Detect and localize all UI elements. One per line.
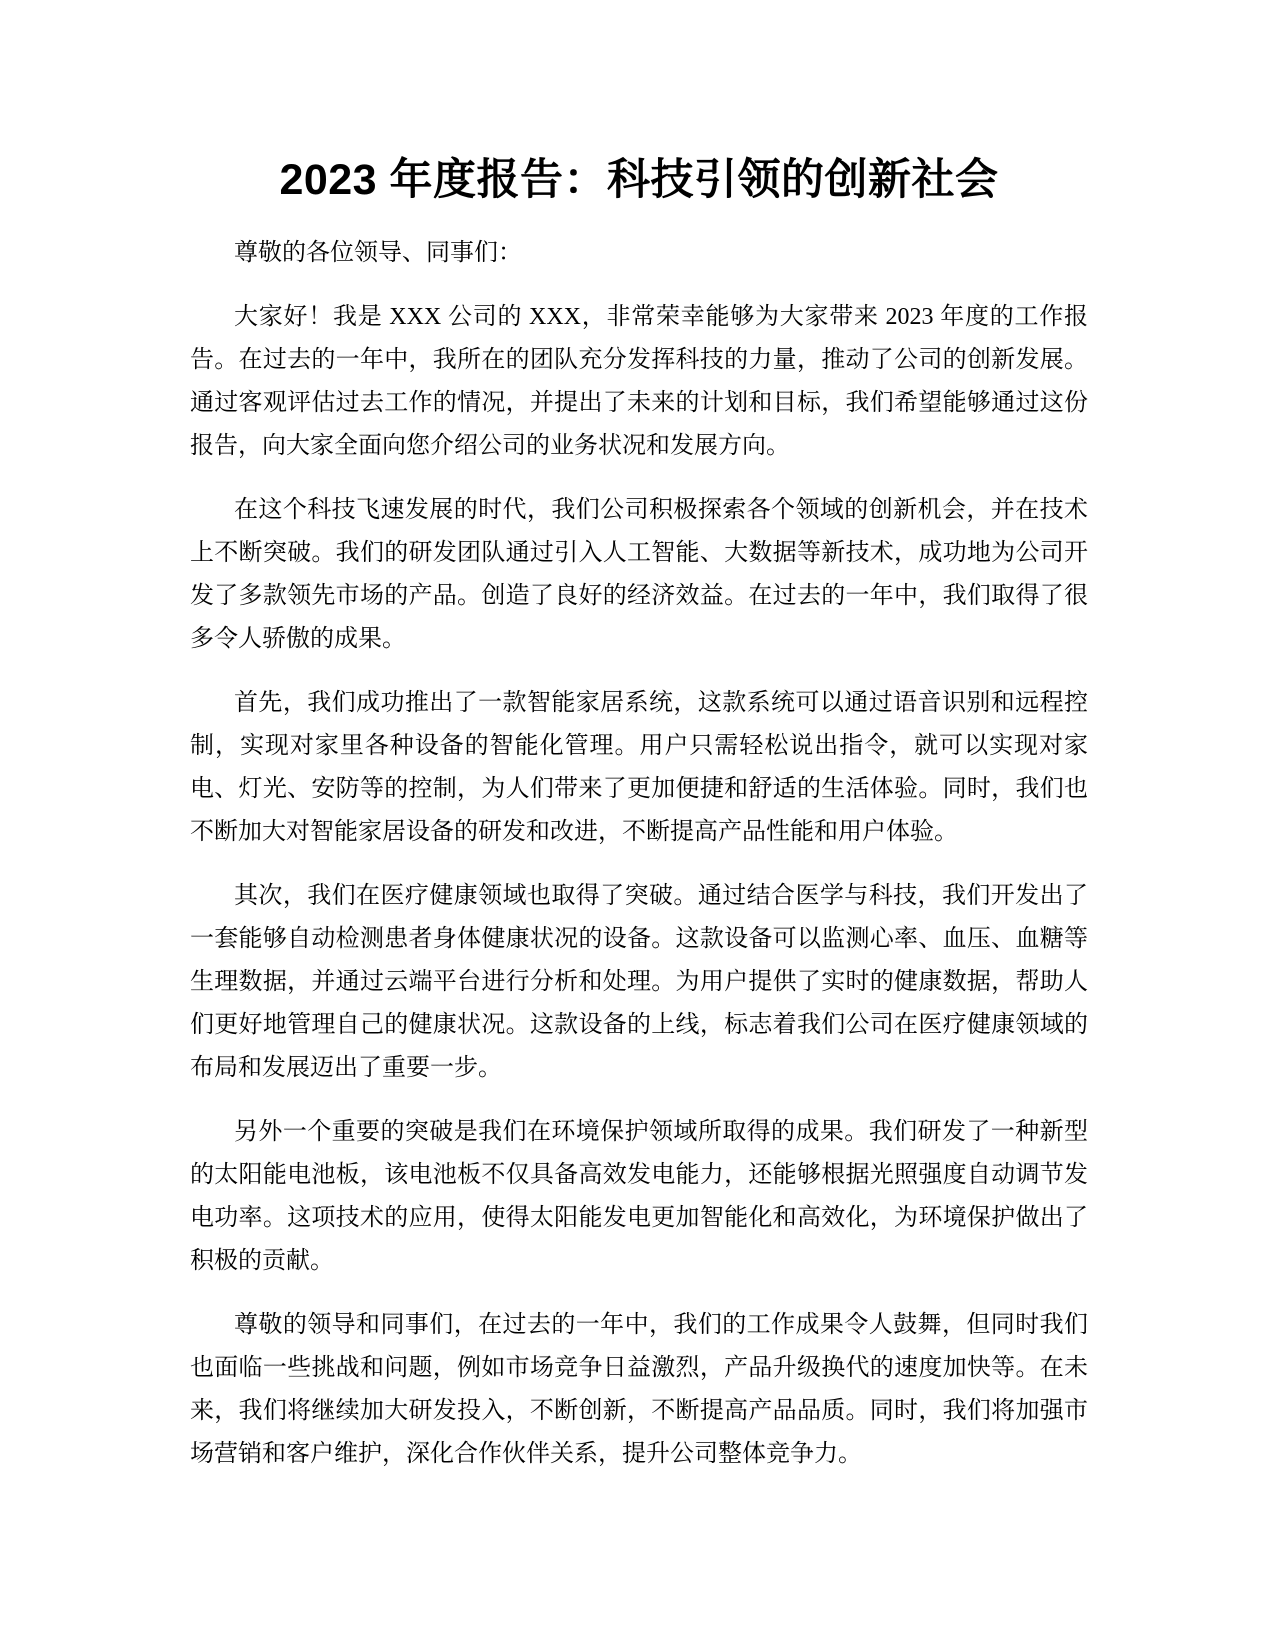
intro-paragraph: 大家好！我是 XXX 公司的 XXX，非常荣幸能够为大家带来 2023 年度的工作报告。在过去的一年中，我所在的团队充分发挥科技的力量，推动了公司的创新发展。通过客观评估过去工作的情况，并提出了未来的计划和目标，我们希望能够通过这份报告，向大家全面向您介绍公司的业务状况和发展方向。 — [190, 304, 1088, 459]
document-page — [190, 150, 1088, 1497]
document-title: 2023 年度报告：科技引领的创新社会 — [279, 156, 999, 204]
outlook-paragraph: 尊敬的领导和同事们，在过去的一年中，我们的工作成果令人鼓舞，但同时我们也面临一些挑战和问题，例如市场竞争日益激烈，产品升级换代的速度加快等。在未来，我们将继续加大研发投入，不断创新，不断提高产品品质。同时，我们将加强市场营销和客户维护，深化合作伙伴关系，提升公司整体竞争力。 — [190, 1312, 1088, 1467]
healthcare-paragraph: 其次，我们在医疗健康领域也取得了突破。通过结合医学与科技，我们开发出了一套能够自动检测患者身体健康状况的设备。这款设备可以监测心率、血压、血糖等生理数据，并通过云端平台进行分析和处理。为用户提供了实时的健康数据，帮助人们更好地管理自己的健康状况。这款设备的上线，标志着我们公司在医疗健康领域的布局和发展迈出了重要一步。 — [190, 883, 1088, 1081]
environment-paragraph: 另外一个重要的突破是我们在环境保护领域所取得的成果。我们研发了一种新型的太阳能电池板，该电池板不仅具备高效发电能力，还能够根据光照强度自动调节发电功率。这项技术的应用，使得太阳能发电更加智能化和高效化，为环境保护做出了积极的贡献。 — [190, 1119, 1088, 1274]
greeting-paragraph: 尊敬的各位领导、同事们： — [234, 240, 522, 266]
innovation-paragraph: 在这个科技飞速发展的时代，我们公司积极探索各个领域的创新机会，并在技术上不断突破。我们的研发团队通过引入人工智能、大数据等新技术，成功地为公司开发了多款领先市场的产品。创造了良好的经济效益。在过去的一年中，我们取得了很多令人骄傲的成果。 — [190, 497, 1088, 652]
smart-home-paragraph: 首先，我们成功推出了一款智能家居系统，这款系统可以通过语音识别和远程控制，实现对家里各种设备的智能化管理。用户只需轻松说出指令，就可以实现对家电、灯光、安防等的控制，为人们带来了更加便捷和舒适的生活体验。同时，我们也不断加大对智能家居设备的研发和改进，不断提高产品性能和用户体验。 — [190, 690, 1088, 845]
